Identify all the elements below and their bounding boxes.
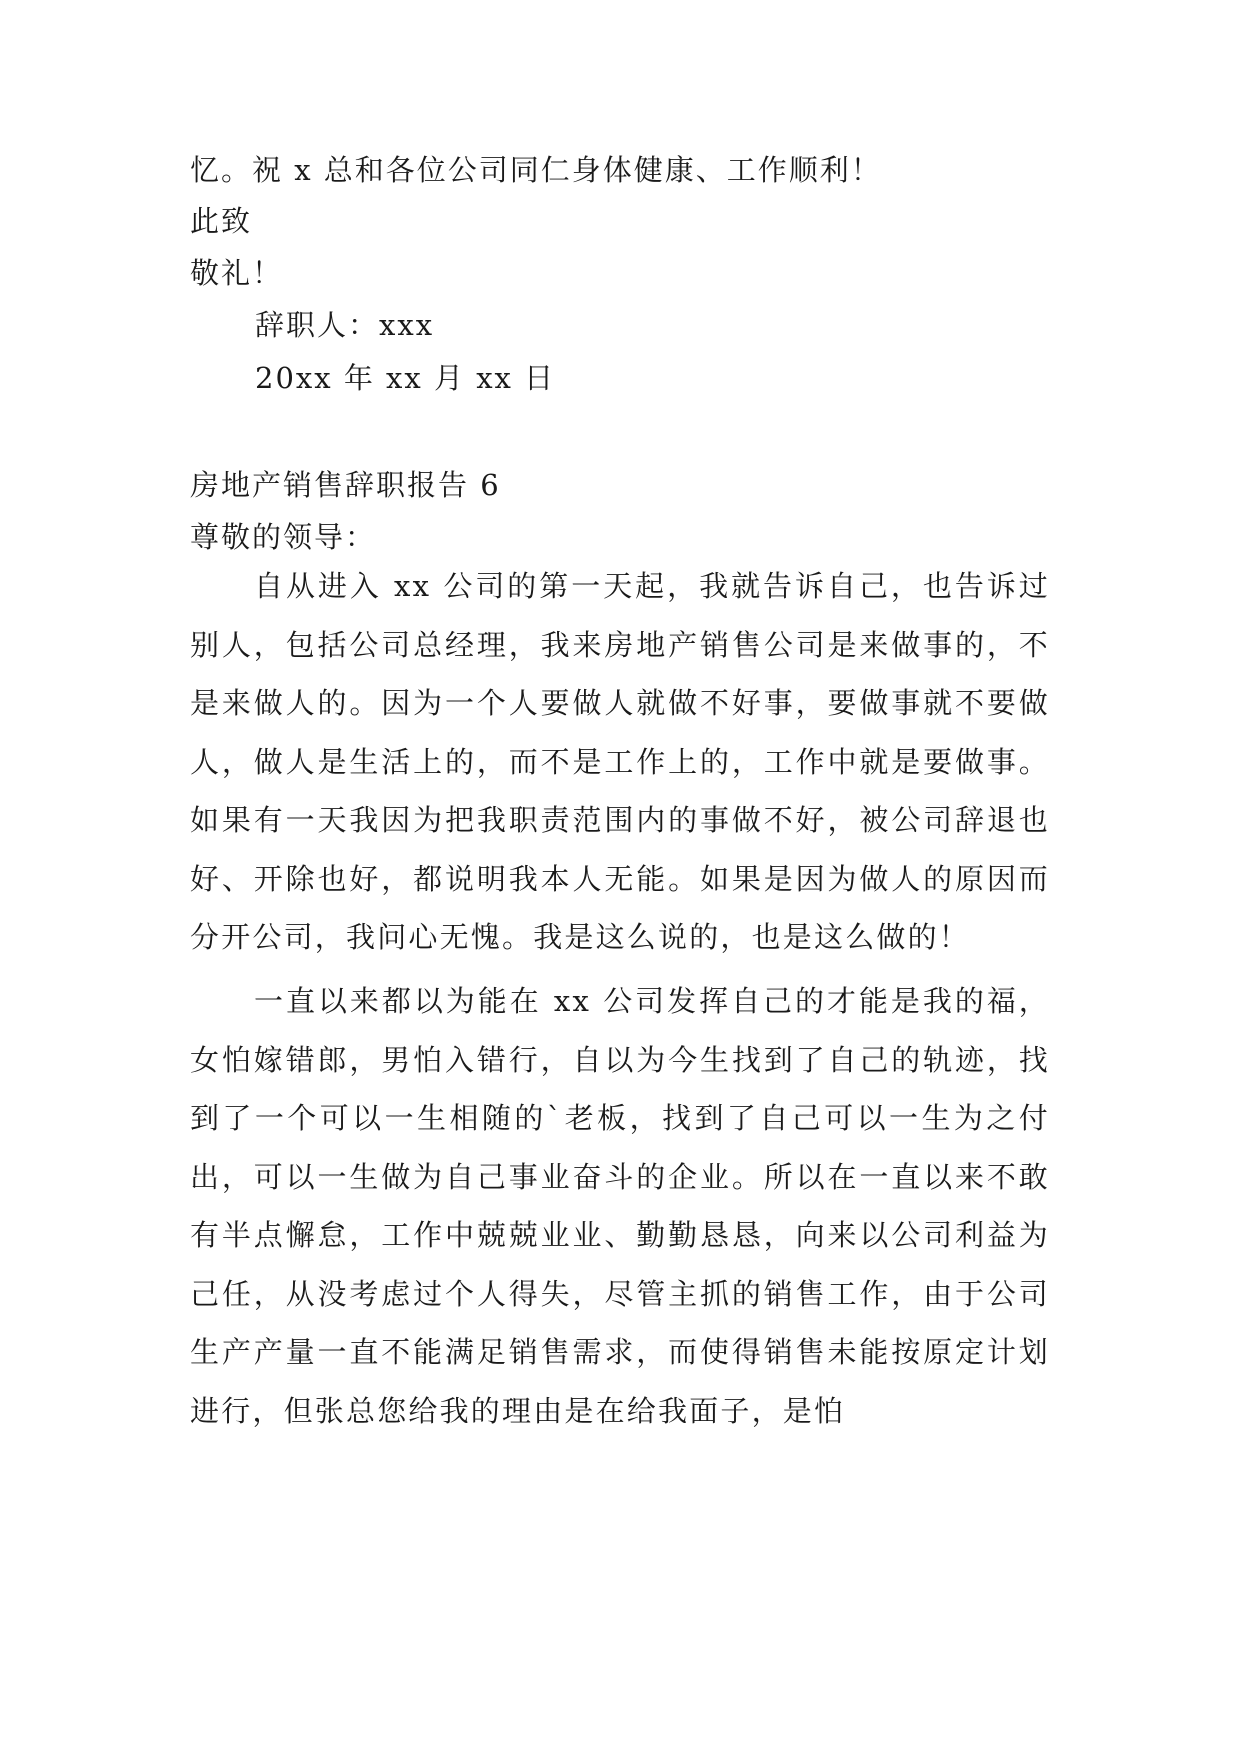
body-paragraph-2: 一直以来都以为能在 xx 公司发挥自己的才能是我的福，女怕嫁错郎，男怕入错行，自以为今生找到了自己的轨迹，找到了一个可以一生相随的`老板，找到了自己可以一生为之付出，可以一生做为自己事业奋斗的企业。所以在一直以来不敢有半点懈怠，工作中兢兢业业、勤勤恳恳，向来以公司利益为己任，从没考虑过个人得失，尽管主抓的销售工作，由于公司生产产量一直不能满足销售需求，而使得销售未能按原定计划进行，但张总您给我的理由是在给我面子，是怕 <box>190 984 1050 1428</box>
date-line: 20xx 年 xx 月 xx 日 <box>255 361 556 395</box>
closing-jingli: 敬礼！ <box>190 256 284 290</box>
closing-wish-line: 忆。祝 x 总和各位公司同仁身体健康、工作顺利！ <box>190 153 882 187</box>
closing-cizhi: 此致 <box>190 204 253 238</box>
salutation: 尊敬的领导： <box>190 520 377 554</box>
signer-line: 辞职人：xxx <box>255 308 435 342</box>
body-paragraph-1: 自从进入 xx 公司的第一天起，我就告诉自己，也告诉过别人，包括公司总经理，我来房地产销售公司是来做事的，不是来做人的。因为一个人要做人就做不好事，要做事就不要做人，做人是生活上的，而不是工作上的，工作中就是要做事。如果有一天我因为把我职责范围内的事做不好，被公司辞退也好、开除也好，都说明我本人无能。如果是因为做人的原因而分开公司，我问心无愧。我是这么说的，也是这么做的！ <box>190 569 1050 954</box>
section-title: 房地产销售辞职报告 6 <box>190 468 501 502</box>
